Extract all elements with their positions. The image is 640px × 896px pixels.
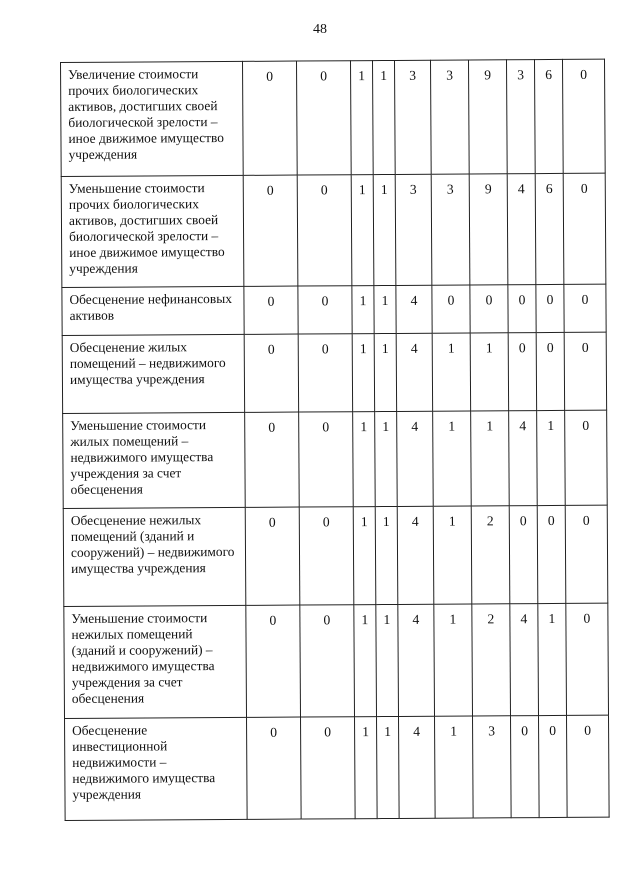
code-digit-cell: 1 [471,411,510,506]
code-digit-cell: 3 [473,716,512,818]
code-digit-cell: 0 [299,412,354,507]
code-digit-cell: 3 [506,60,535,174]
code-digit-cell: 0 [536,284,564,332]
code-digit-cell: 2 [471,506,510,604]
row-label: Обесценение нежилых помещений (зданий и сооружений) – недвижимого имущества учреждения [63,507,246,606]
table-row [63,505,608,606]
code-digit-cell: 1 [376,604,399,716]
code-digit-cell: 0 [301,717,356,819]
code-digit-cell: 3 [430,60,469,174]
code-digit-cell: 0 [509,506,538,604]
code-digit-cell: 0 [243,175,298,286]
code-digit-cell: 1 [538,603,567,715]
code-digit-cell: 0 [299,507,354,605]
code-digit-cell: 6 [534,59,563,173]
code-digit-cell: 1 [353,412,376,507]
code-digit-cell: 9 [468,60,507,174]
code-digit-cell: 0 [245,412,300,507]
code-digit-cell: 0 [536,332,564,410]
account-codes-table [60,59,610,821]
code-digit-cell: 4 [397,411,434,506]
code-digit-cell: 0 [511,716,540,818]
code-digit-cell: 0 [245,507,300,605]
code-digit-cell: 1 [433,506,472,604]
code-digit-cell: 0 [563,173,606,284]
code-digit-cell: 6 [535,173,564,284]
code-digit-cell: 1 [377,716,400,818]
table-body [61,59,610,820]
code-digit-cell: 1 [350,61,373,175]
table-row [61,59,606,176]
code-digit-cell: 1 [352,286,374,334]
code-digit-cell: 1 [470,333,508,411]
code-digit-cell: 0 [565,410,608,505]
row-label: Уменьшение стоимости нежилых помещений (зданий и сооружений) – недвижимого имущества учреждения за счет обесценения [64,605,247,718]
code-digit-cell: 1 [432,333,470,411]
code-digit-cell: 1 [373,174,396,285]
table-row [65,715,610,820]
table-row [63,410,608,508]
row-label: Уменьшение стоимости прочих биологических активов, достигших своей биологической зрелости – иное движимое имущество учреждения [61,175,244,287]
code-digit-cell: 0 [508,285,536,333]
row-label: Обесценение нефинансовых активов [62,286,244,335]
table-row [62,332,606,413]
code-digit-cell: 0 [246,605,301,717]
code-digit-cell: 0 [298,286,352,334]
code-digit-cell: 1 [375,506,398,604]
page-number: 48 [313,22,327,37]
row-label: Обесценение инвестиционной недвижимости – недвижимого имущества учреждения [65,717,248,820]
code-digit-cell: 0 [567,715,610,817]
code-digit-cell: 0 [298,334,352,412]
code-digit-cell: 1 [374,285,396,333]
code-digit-cell: 0 [297,175,352,286]
code-digit-cell: 3 [395,174,432,285]
row-label: Обесценение жилых помещений – недвижимого имущества учреждения [62,334,244,413]
row-label: Увеличение стоимости прочих биологических активов, достигших своей биологической зрелости – иное движимое имущество учреждения [61,61,244,176]
code-digit-cell: 0 [564,284,606,332]
code-digit-cell: 1 [374,333,396,411]
code-digit-cell: 4 [396,333,432,411]
code-digit-cell: 1 [375,411,398,506]
code-digit-cell: 2 [472,604,511,716]
code-digit-cell: 1 [351,175,374,286]
code-digit-cell: 4 [396,285,432,333]
code-digit-cell: 1 [354,605,377,717]
code-digit-cell: 3 [431,174,470,285]
code-digit-cell: 0 [470,285,508,333]
code-digit-cell: 0 [244,334,298,412]
table-row [62,284,606,335]
code-digit-cell: 0 [508,333,536,411]
code-digit-cell: 1 [537,410,566,505]
code-digit-cell: 0 [565,505,608,603]
code-digit-cell: 4 [509,411,538,506]
code-digit-cell: 0 [296,61,351,175]
code-digit-cell: 1 [355,717,378,819]
code-digit-cell: 4 [510,604,539,716]
code-digit-cell: 0 [564,332,606,410]
table-row [64,603,609,718]
code-digit-cell: 3 [394,60,431,174]
code-digit-cell: 0 [242,61,297,175]
code-digit-cell: 1 [372,60,395,174]
code-digit-cell: 0 [432,285,470,333]
code-digit-cell: 1 [433,411,472,506]
code-digit-cell: 0 [539,715,568,817]
code-digit-cell: 1 [435,716,474,818]
code-digit-cell: 0 [247,717,302,819]
code-digit-cell: 0 [562,59,605,173]
code-digit-cell: 0 [300,605,355,717]
code-digit-cell: 0 [537,505,566,603]
code-digit-cell: 0 [244,286,298,334]
code-digit-cell: 1 [352,334,374,412]
code-digit-cell: 4 [507,174,536,285]
row-label: Уменьшение стоимости жилых помещений – недвижимого имущества учреждения за счет обесценения [63,412,246,508]
code-digit-cell: 0 [566,603,609,715]
table-row [61,173,606,287]
code-digit-cell: 1 [434,604,473,716]
code-digit-cell: 4 [399,716,436,818]
code-digit-cell: 9 [469,174,508,285]
code-digit-cell: 4 [397,506,434,604]
code-digit-cell: 4 [398,604,435,716]
code-digit-cell: 1 [353,507,376,605]
